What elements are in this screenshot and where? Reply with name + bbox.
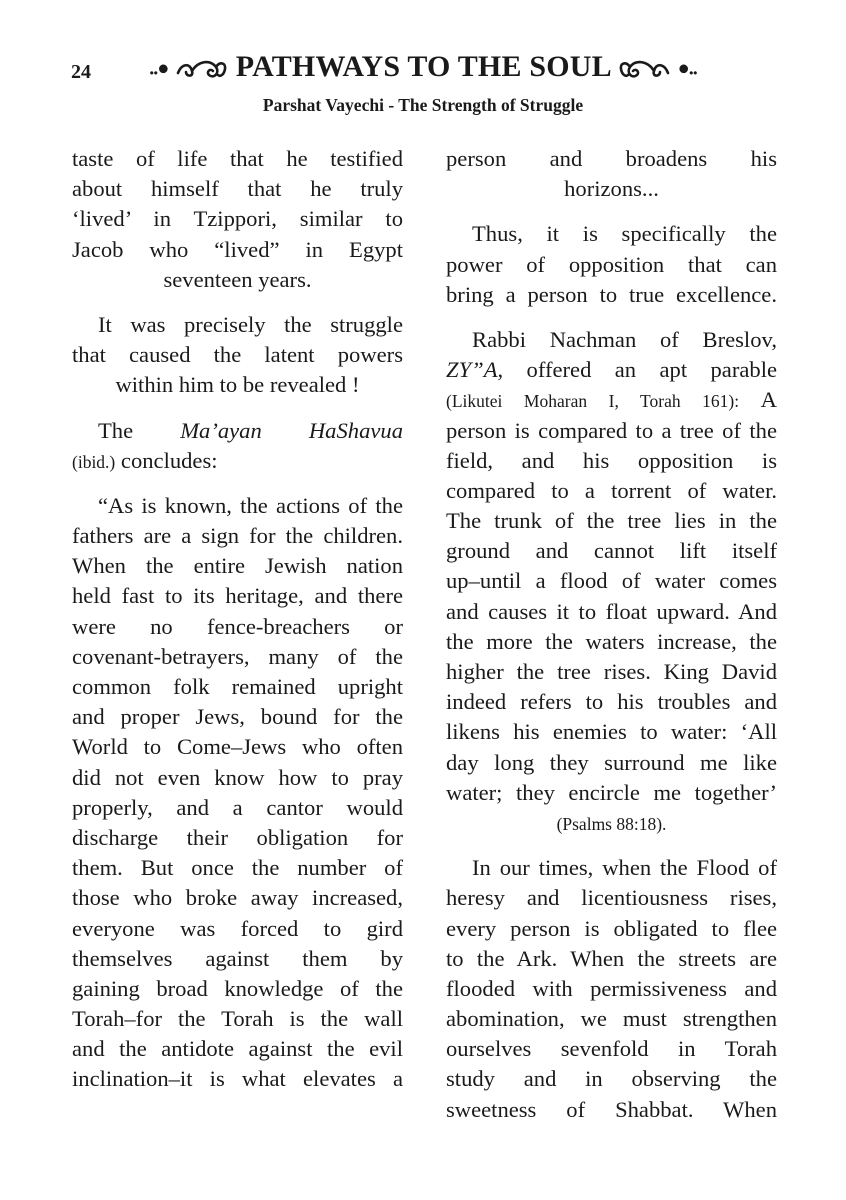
paragraph <box>446 853 777 1125</box>
text-line: seventeen years. <box>163 266 312 292</box>
text-line: within him to be revealed ! <box>115 372 360 398</box>
paragraph <box>72 310 403 401</box>
text-segment: , offered an apt parable <box>497 357 777 383</box>
text-line: were no fence-breachers or <box>72 613 403 639</box>
text-segment: The <box>98 417 181 443</box>
paragraph <box>72 416 403 476</box>
text-line <box>72 446 403 476</box>
text-line: Jacob who “lived” in Egypt <box>72 236 403 262</box>
text-line: horizons... <box>564 176 659 202</box>
text-line: Torah–for the Torah is the wall <box>72 1006 403 1032</box>
text-column-left <box>72 144 403 1110</box>
text-line: person is compared to a tree of the <box>446 417 777 443</box>
text-line: inclination–it is what elevates a <box>72 1066 403 1092</box>
text-line: ground and cannot lift itself <box>446 538 777 564</box>
page-number: 24 <box>71 61 91 83</box>
text-line: them. But once the number of <box>72 855 403 881</box>
paragraph <box>446 219 777 310</box>
text-line <box>446 385 777 415</box>
text-line: and proper Jews, bound for the <box>72 704 403 730</box>
text-line: The trunk of the tree lies in the <box>446 508 777 534</box>
text-line: and causes it to float upward. And <box>446 598 777 624</box>
text-line: to the Ark. When the streets are <box>446 945 777 971</box>
text-line: and the antidote against the evil <box>72 1036 403 1062</box>
text-line: water; they encircle me together’ <box>446 779 777 805</box>
paragraph <box>72 491 403 1095</box>
italic-term: Ma’ayan HaShavua <box>180 417 403 443</box>
text-line: In our times, when the Flood of <box>472 855 777 881</box>
text-line: indeed refers to his troubles and <box>446 689 777 715</box>
text-line: fathers are a sign for the children. <box>72 523 403 549</box>
text-line: ‘lived’ in Tzippori, similar to <box>72 206 403 232</box>
paragraph <box>72 144 403 295</box>
swirl-ornament-left-icon <box>176 57 228 81</box>
text-line: Rabbi Nachman of Breslov, <box>472 326 777 352</box>
swirl-ornament-right-icon <box>618 57 670 81</box>
text-line: every person is obligated to flee <box>446 915 777 941</box>
citation: (Likutei Moharan I, Torah 161): <box>446 391 740 412</box>
text-line: Thus, it is specifically the <box>472 221 777 247</box>
text-line: higher the tree rises. King David <box>446 659 777 684</box>
text-line: day long they surround me like <box>446 749 777 775</box>
chapter-subtitle: Parshat Vayechi - The Strength of Struggle <box>262 95 584 115</box>
citation: (ibid.) <box>72 451 116 472</box>
text-segment: concludes: <box>115 447 218 473</box>
text-line: ourselves sevenfold in Torah <box>446 1036 777 1062</box>
text-line: sweetness of Shabbat. When <box>446 1096 777 1122</box>
text-line: everyone was forced to gird <box>72 915 403 941</box>
text-line: “As is known, the actions of the <box>98 492 403 518</box>
text-line: heresy and licentiousness rises, <box>446 885 777 911</box>
text-line: study and in observing the <box>446 1066 777 1092</box>
text-line: about himself that he truly <box>72 176 403 202</box>
text-line: field, and his opposition is <box>446 447 777 473</box>
text-line: discharge their obligation for <box>72 824 403 850</box>
text-line: held fast to its heritage, and there <box>72 583 403 609</box>
ornament-dots-right: ●.. <box>677 57 697 80</box>
citation: (Psalms 88:18). <box>556 813 667 834</box>
text-line: the more the waters increase, the <box>446 628 777 654</box>
running-header <box>0 50 846 84</box>
text-line: When the entire Jewish nation <box>72 553 403 579</box>
text-line: those who broke away increased, <box>72 885 403 911</box>
paragraph <box>446 325 777 838</box>
text-line: covenant-betrayers, many of the <box>72 643 403 669</box>
text-line: flooded with permissiveness and <box>446 975 777 1001</box>
text-column-right <box>446 144 777 1140</box>
text-line: taste of life that he testified <box>72 146 403 171</box>
text-line: gaining broad knowledge of the <box>72 975 403 1001</box>
text-line: themselves against them by <box>72 945 403 971</box>
text-segment: A <box>739 387 777 413</box>
italic-term: ZY”A <box>446 357 498 383</box>
running-title: PATHWAYS TO THE SOUL <box>235 50 611 83</box>
text-line: did not even know how to pray <box>72 764 403 790</box>
text-line <box>72 416 403 446</box>
text-line: It was precisely the struggle <box>98 311 403 337</box>
text-line: properly, and a cantor would <box>72 794 403 820</box>
text-line: bring a person to true excellence. <box>446 281 777 307</box>
text-line: that caused the latent powers <box>72 342 403 368</box>
text-line: likens his enemies to water: ‘All <box>446 719 777 745</box>
ornament-dots-left: ..● <box>149 57 169 80</box>
text-line: compared to a torrent of water. <box>446 477 777 503</box>
text-line: up–until a flood of water comes <box>446 568 777 594</box>
text-line: abomination, we must strengthen <box>446 1006 777 1032</box>
text-line: common folk remained upright <box>72 674 403 699</box>
paragraph <box>446 144 777 204</box>
text-line <box>446 355 777 385</box>
text-line: person and broadens his <box>446 146 777 171</box>
text-line: World to Come–Jews who often <box>72 734 403 760</box>
text-line: power of opposition that can <box>446 251 777 277</box>
text-line <box>446 808 777 838</box>
